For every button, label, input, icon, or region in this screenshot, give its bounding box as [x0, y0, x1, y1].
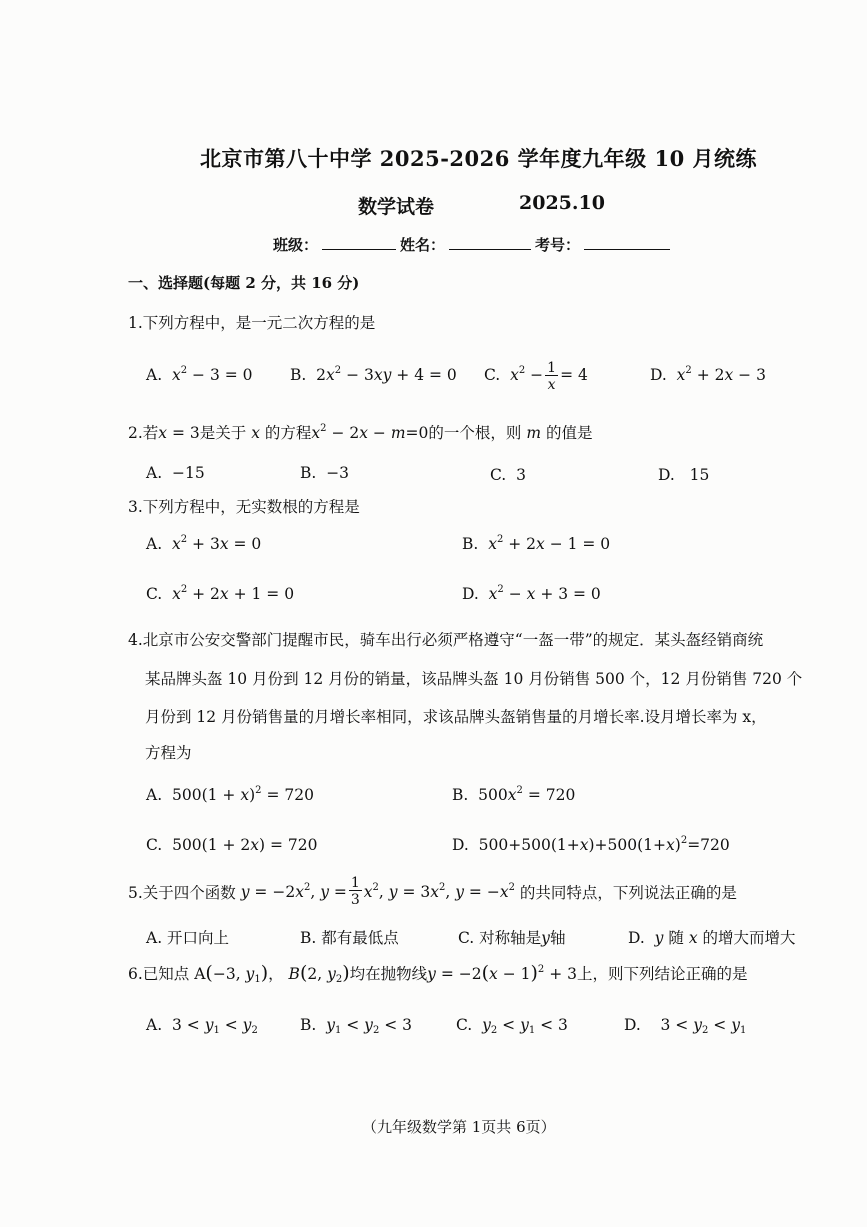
- q5-stem: 5.关于四个函数 $y = -2x^2$, y = $\frac{1}{3}$ $x^2$, $y = 3x^2$, $y = -x^2$ 的共同特点，下列说法正确的是: [128, 875, 737, 908]
- page-footer: （九年级数学第 1页共 6页）: [362, 1118, 556, 1136]
- q3-stem: 3.下列方程中，无实数根的方程是: [128, 498, 360, 516]
- q4-option-b: B. $500x^2 = 720$: [452, 785, 576, 804]
- q1-option-b: B. $2x^2 - 3xy + 4 = 0$: [290, 365, 457, 384]
- q3-option-b: B. $x^2 + 2x - 1 = 0$: [462, 534, 611, 553]
- q6-option-b: B. $y_1 < y_2 < 3$: [300, 1016, 413, 1036]
- q4-option-a: A. $500(1 + x)^2 = 720$: [146, 785, 314, 804]
- q4-line-4: 方程为: [145, 744, 192, 762]
- q6-option-a: A. $3 < y_1 < y_2$: [146, 1016, 258, 1036]
- q3-option-d: D. $x^2 - x + 3 = 0$: [462, 584, 601, 603]
- exam-no-label: 考号：: [535, 236, 581, 254]
- q1-option-d: D. $x^2 + 2x - 3$: [650, 365, 766, 384]
- q5-option-b: B. 都有最低点: [300, 929, 399, 947]
- q4-line-1: 4.北京市公安交警部门提醒市民，骑车出行必须严格遵守“一盔一带”的规定．某头盔经销商统: [128, 631, 764, 649]
- student-info-line: [273, 234, 674, 255]
- class-blank: [322, 235, 396, 250]
- option-letter: A.: [146, 366, 163, 384]
- q2-option-d: D. 15: [658, 466, 710, 484]
- option-letter: D.: [650, 366, 667, 384]
- q1-option-a: A. $x^2 - 3 = 0$: [146, 365, 253, 384]
- option-letter: C.: [484, 366, 501, 384]
- q6-option-d: D. $3 < y_2 < y_1$: [624, 1016, 747, 1036]
- class-label: 班级：: [273, 236, 319, 254]
- exam-title: 北京市第八十中学 2025-2026 学年度九年级 10 月统练: [199, 146, 758, 171]
- name-label: 姓名：: [400, 236, 446, 254]
- q4-option-c: C. 500(1 + 2x) = 720: [146, 836, 318, 854]
- q5-option-a: A. 开口向上: [146, 929, 230, 947]
- q6-stem: 6.已知点 A(−3, $y_1$)， B(2, $y_2$)均在抛物线$y = -2(x - 1)^2 + 3$上，则下列结论正确的是: [128, 962, 748, 985]
- q5-option-c: C. 对称轴是y轴: [458, 929, 566, 947]
- q2-option-c: C. 3: [490, 466, 526, 484]
- q1-option-c: C. $x^2$ − $\frac{1}{x}$ = 4: [484, 359, 588, 393]
- exam-no-blank: [584, 235, 670, 250]
- exam-date: 2025.10: [519, 192, 605, 214]
- q3-option-a: A. $x^2 + 3x = 0$: [146, 534, 262, 553]
- q2-stem: 2.若x = 3是关于 x 的方程$x^2 - 2x - m=0$的一个根，则 m 的值是: [128, 423, 593, 442]
- q3-option-c: C. $x^2 + 2x + 1 = 0$: [146, 584, 295, 603]
- name-blank: [449, 235, 531, 250]
- exam-subtitle: 数学试卷: [358, 196, 435, 218]
- q4-option-d: D. $500+500(1+x)+500(1+x)^2=720$: [452, 835, 730, 854]
- q6-option-c: C. $y_2 < y_1 < 3$: [456, 1016, 568, 1036]
- q4-line-3: 月份到 12 月份销售量的月增长率相同，求该品牌头盔销售量的月增长率.设月增长率为 x，: [145, 708, 767, 726]
- q2-option-b: B. −3: [300, 464, 350, 482]
- q4-line-2: 某品牌头盔 10 月份到 12 月份的销量，该品牌头盔 10 月份销售 500 个，12 月份销售 720 个: [145, 670, 803, 688]
- section-choice-title: 一、选择题(每题 2 分，共 16 分): [128, 274, 360, 292]
- q2-option-a: A. −15: [146, 464, 205, 482]
- option-letter: B.: [290, 366, 307, 384]
- q1-stem: 1.下列方程中，是一元二次方程的是: [128, 314, 376, 332]
- q5-option-d: D. y 随 x 的增大而增大: [628, 929, 796, 947]
